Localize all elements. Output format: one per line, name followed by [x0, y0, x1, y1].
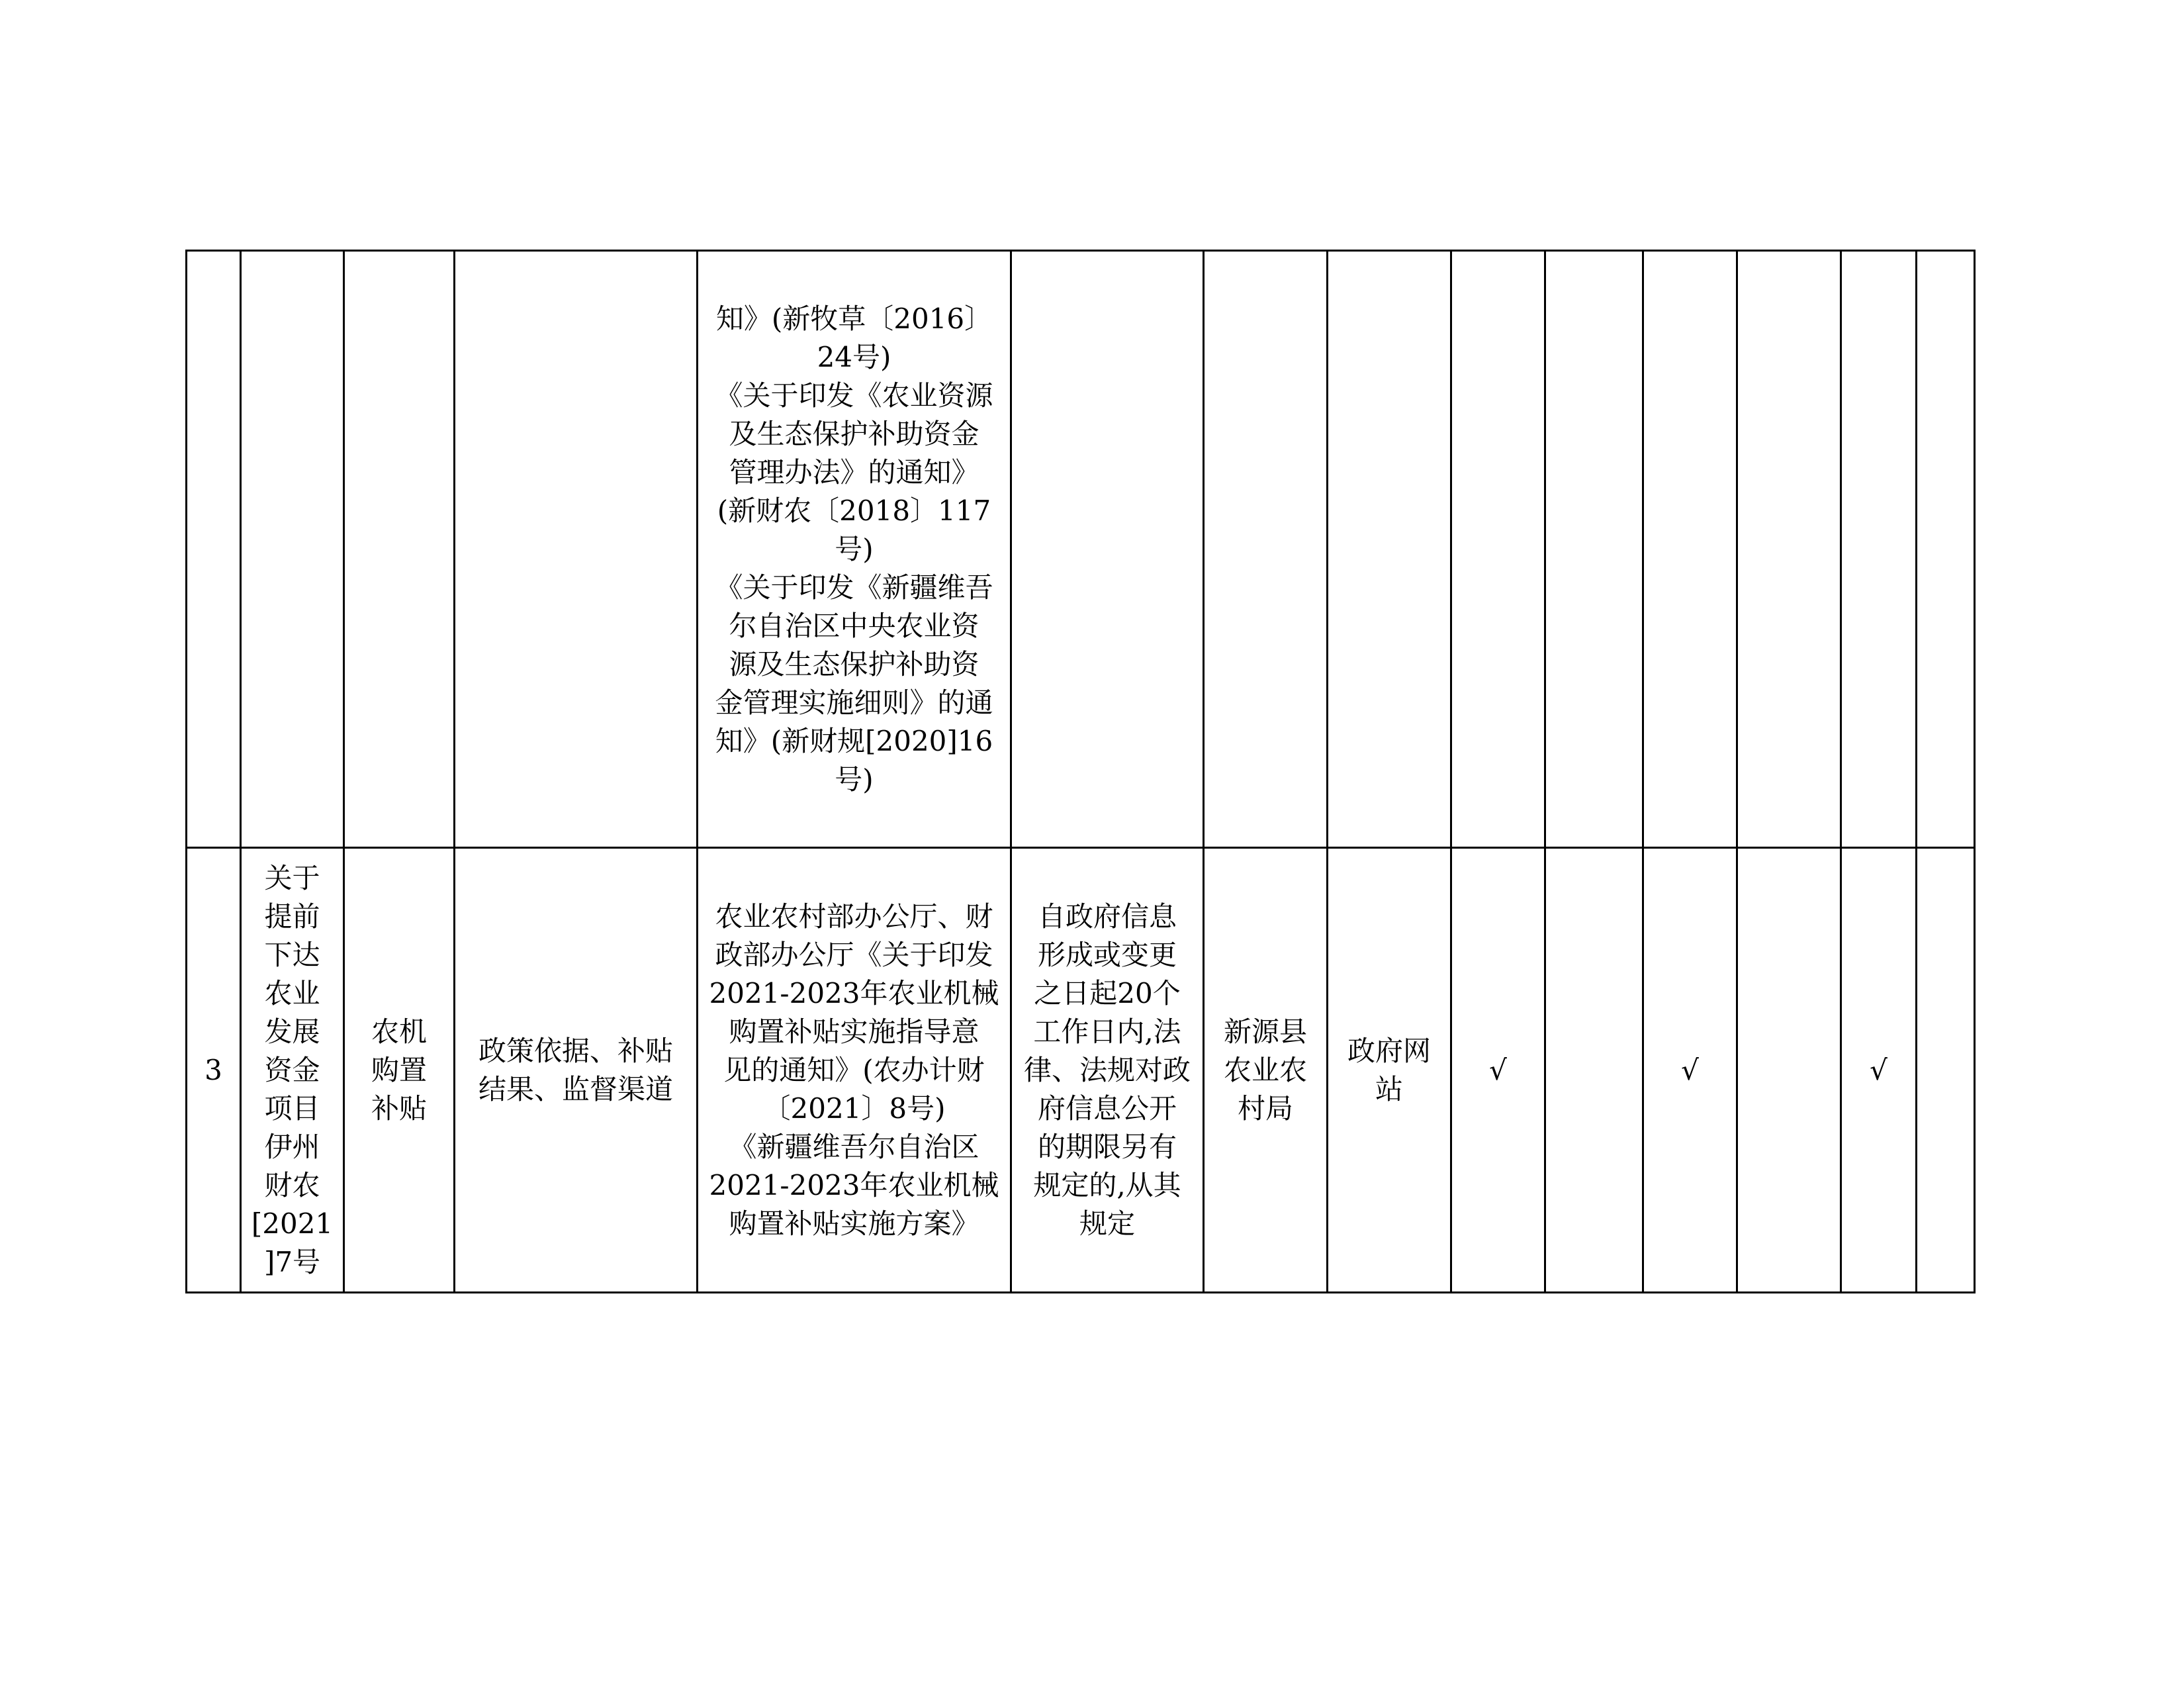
project-line: 下达 [264, 938, 320, 971]
category-line: 农机 [371, 1015, 427, 1048]
category-line: 购置 [371, 1053, 427, 1086]
cell-channel [1328, 251, 1451, 848]
policy-basis-line: 见的通知》(农办计财 [723, 1053, 985, 1086]
policy-basis-line: 《关于印发《新疆维吾 [715, 571, 993, 604]
policy-basis-line: 政部办公厅《关于印发 [715, 938, 993, 971]
channel-line: 政府网 [1347, 1034, 1431, 1067]
cell-content [455, 848, 698, 1293]
policy-basis-line: 金管理实施细则》的通 [715, 686, 993, 719]
project-line: 提前 [264, 900, 320, 933]
project-line: 资金 [264, 1053, 320, 1086]
cell-agency [1204, 848, 1328, 1293]
cell-index: 3 [187, 848, 241, 1293]
policy-basis-line: 〔2021〕8号) [762, 1092, 946, 1125]
cell-category [344, 251, 455, 848]
content-line: 政策依据、补贴 [478, 1034, 673, 1067]
policy-basis-line: 号) [835, 532, 874, 565]
policy-basis-line: 农业农村部办公厅、财 [715, 900, 993, 933]
project-line: 发展 [264, 1015, 320, 1048]
project-line: [2021 [251, 1207, 334, 1240]
time-limit-line: 府信息公开 [1037, 1092, 1177, 1125]
check-mark: √ [1841, 848, 1917, 1293]
policy-basis-line: 源及生态保护补助资 [729, 647, 979, 680]
policy-basis-line: 知》(新牧草〔2016〕 [715, 302, 993, 335]
cell-channel [1328, 848, 1451, 1293]
policy-basis-line: 尔自治区中央农业资 [729, 609, 979, 642]
policy-basis-line: 管理办法》的通知》 [729, 455, 979, 489]
project-line: ]7号 [263, 1245, 321, 1278]
cell-time-limit [1011, 848, 1204, 1293]
content-line: 结果、监督渠道 [478, 1072, 673, 1105]
policy-basis-line: 2021-2023年农业机械 [709, 1168, 999, 1201]
cell-flag [1917, 251, 1975, 848]
cell-flag [1737, 848, 1841, 1293]
agency-line: 农业农 [1223, 1053, 1307, 1086]
cell-flag [1545, 251, 1643, 848]
cell-flag [1917, 848, 1975, 1293]
cell-flag [1451, 251, 1545, 848]
time-limit-line: 律、法规对政 [1023, 1053, 1191, 1086]
cell-category [344, 848, 455, 1293]
check-mark: √ [1643, 848, 1737, 1293]
policy-basis-line: (新财农〔2018〕117 [717, 494, 991, 527]
cell-content [455, 251, 698, 848]
agency-line: 新源县 [1223, 1015, 1307, 1048]
time-limit-line: 之日起20个 [1034, 976, 1181, 1009]
policy-basis-line: 2021-2023年农业机械 [709, 976, 999, 1009]
time-limit-line: 的期限另有 [1037, 1130, 1177, 1163]
policy-basis-line: 《新疆维吾尔自治区 [729, 1130, 979, 1163]
cell-flag [1545, 848, 1643, 1293]
policy-basis-line: 购置补贴实施指导意 [729, 1015, 979, 1048]
project-line: 财农 [264, 1168, 320, 1201]
time-limit-line: 形成或变更 [1037, 938, 1177, 971]
policy-basis-line: 号) [835, 763, 874, 796]
cell-agency [1204, 251, 1328, 848]
time-limit-line: 规定 [1079, 1207, 1135, 1240]
channel-line: 站 [1375, 1072, 1403, 1105]
policy-basis-line: 24号) [817, 340, 891, 373]
table-row-3 [187, 848, 1975, 1293]
cell-flag [1737, 251, 1841, 848]
policy-basis-line: 《关于印发《农业资源 [715, 379, 993, 412]
time-limit-line: 规定的,从其 [1033, 1168, 1181, 1201]
project-line: 项目 [264, 1092, 320, 1125]
agency-line: 村局 [1237, 1092, 1293, 1125]
project-line: 关于 [264, 861, 320, 894]
cell-policy-basis [698, 848, 1011, 1293]
cell-project [241, 848, 344, 1293]
cell-flag [1841, 251, 1917, 848]
cell-project [241, 251, 344, 848]
cell-flag [1643, 251, 1737, 848]
category-line: 补贴 [371, 1092, 427, 1125]
cell-index [187, 251, 241, 848]
time-limit-line: 自政府信息 [1037, 900, 1177, 933]
project-line: 农业 [264, 976, 320, 1009]
time-limit-line: 工作日内,法 [1033, 1015, 1181, 1048]
cell-time-limit [1011, 251, 1204, 848]
policy-basis-line: 及生态保护补助资金 [729, 417, 979, 450]
project-line: 伊州 [264, 1130, 320, 1163]
table-row-continuation [187, 251, 1975, 848]
policy-basis-line: 知》(新财规[2020]16 [715, 724, 993, 757]
cell-policy-basis [698, 251, 1011, 848]
disclosure-table [185, 250, 1976, 1293]
check-mark: √ [1451, 848, 1545, 1293]
policy-basis-line: 购置补贴实施方案》 [729, 1207, 979, 1240]
